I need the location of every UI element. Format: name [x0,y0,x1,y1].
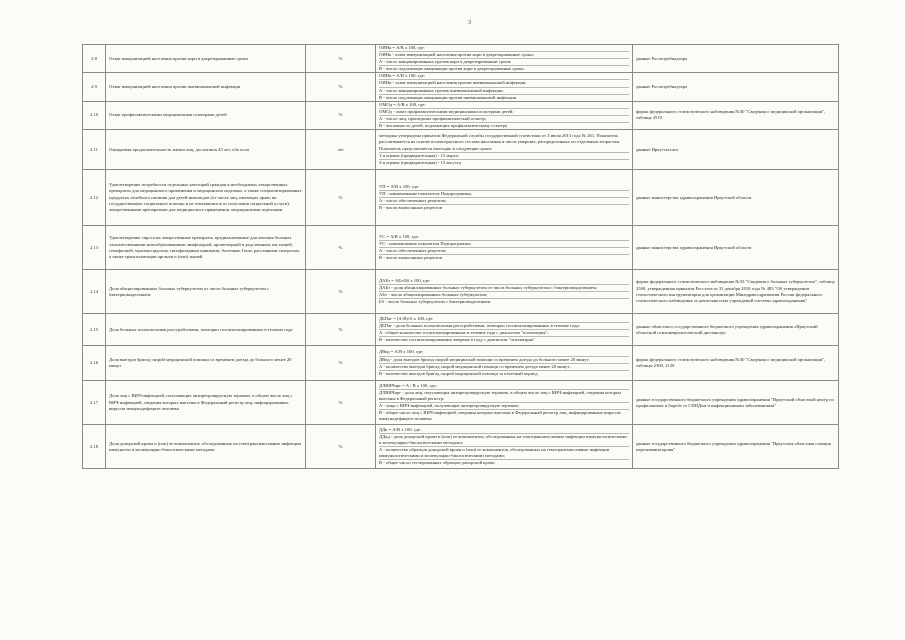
formula-line: методика утверждена приказом Федеральной службы государственной статистики от 3 июля 2013 года № 261. Показатель рассчитывается на основе половозрастного состава населения и числа умерших, распределенных по отдельным возрастам. Показатель представляется ежегодно в следующие сроки: [379,133,629,152]
data-source: данные министерства здравоохранения Иркутской области [633,170,839,226]
table-row [83,381,839,425]
formula-cell [376,314,633,346]
formula-line: ДБПаг - доля больных психическими расстройствами, повторно госпитализированных в течение года; [379,323,629,330]
indicator-name: Удовлетворение спроса на лекарственные препараты, предназначенные для лечения больных злокачественными новообразованиями лимфоидной, кроветворной и родственных им тканей, гемофилией, муковисцидозом, гипофизарным нанизмом, болезнью Гоше, рассеянным склерозом, а также трансплантации органов и (или) тканей [106,226,306,270]
formula-line: УС = А/В х 100, где: [379,234,629,241]
unit-of-measure: % [306,346,376,381]
formula-line: В - количество госпитализированных впервые в году с диагнозом "психиатрия" [379,337,535,343]
formula-line: ОМОд - охват профилактическими медицинскими осмотрами детей; [379,109,629,116]
indicator-name: Доля выездов бригад скорой медицинской помощи со временем доезда до больного менее 20 минут [106,346,306,381]
formula-line: ДВвд = А/В х 100, где: [379,349,629,356]
indicator-name: Доля донорской крови и (или) ее компонентов, обследованных на гемотрансмиссивные инфекции иммуноген и молекулярно-биологическими методами [106,425,306,469]
formula-cell [376,346,633,381]
formula-line: ДАБт - доля абациллированных больных туберкулезом от числа больных туберкулезом с бактериовыделением; [379,285,629,292]
formula-line: В - общее число лиц с ВИЧ-инфекцией, сведения которых внесены в Федеральный регистр лиц, инфицированных вирусом иммунодефицита человека [379,410,621,422]
row-number: 2.14 [83,270,106,314]
formula-line: А - количество образцов донорской крови и (или) ее компонентов, обследованных на гемотрансмиссивные инфекции иммунологическими и молекулярно-биологическими методами; [379,447,629,460]
data-source: данные Роспотребнадзора [633,73,839,101]
row-number: 2.13 [83,226,106,270]
formula-line: УП - наименование показателя Подпрограммы; [379,191,629,198]
formula-line: УП = А/В х 100, где: [379,184,629,191]
table-row [83,270,839,314]
indicator-name: Доля лиц с ВИЧ-инфекцией, получающих антиретровирусную терапию, в общем числе лиц с ВИЧ-инфекцией, сведения которых внесены в Федеральный регистр лиц, инфицированных вирусом иммунодефицита человека [106,381,306,425]
formula-line: А - лица с ВИЧ-инфекцией, получающие антиретровирусную терапию; [379,403,629,410]
formula-cell [376,226,633,270]
row-number: 2.10 [83,101,106,129]
formula-line: В - число выписанных рецептов [379,205,442,211]
row-number: 2.15 [83,314,106,346]
table-row [83,170,839,226]
formula-line: А - общее количество госпитализированных в течение года с диагнозом "психиатрия"; [379,330,629,337]
formula-line: А - число обеспеченных рецептов; [379,198,629,205]
formula-line: ОИНп - охват иммунизацией населения против пневмококковой инфекции; [379,80,629,87]
formula-line: В - количество выездов бригад скорой медицинской помощи за отчетный период [379,370,538,376]
row-number: 2.12 [83,170,106,226]
formula-line: ОИНк = А/В х 100, где: [379,45,629,52]
formula-line: ОИНк - охват иммунизацией населения против кори в декретированные сроки; [379,52,629,59]
unit-of-measure: % [306,314,376,346]
unit-of-measure: % [306,101,376,129]
data-source: данные областного государственного бюджетного учреждения здравоохранения «Иркутский областной психоневрологический диспансер» [633,314,839,346]
formula-line: ДВвд - доля выездов бригад скорой медицинской помощи со временем доезда до больного менее 20 минут; [379,357,629,364]
formula-line: 1-я оценка (предварительная) - 15 марта; [379,153,629,160]
formula-cell [376,425,633,469]
formula-line: А - число лиц, прошедших профилактический осмотр; [379,116,629,123]
formula-line: Бб - число больных туберкулезом с бактериовыделением [379,299,491,305]
formula-line: ДЛВИЧарт - доля лиц, получающих антиретровирусную терапию, в общем числе лиц с ВИЧ-инфекцией, сведения которых внесены в Федеральный регистр; [379,390,629,403]
formula-cell [376,101,633,129]
formula-line: ДАБт = АБт/Бб х 100, где: [379,278,629,285]
unit-of-measure: % [306,45,376,73]
indicators-table [82,44,839,469]
data-source: данные Роспотребнадзора [633,45,839,73]
row-number: 2.9 [83,73,106,101]
table-row [83,101,839,129]
indicator-name: Доля больных психическими расстройствами, повторно госпитализированных в течение года [106,314,306,346]
row-number: 2.8 [83,45,106,73]
formula-line: ДДк = А/В х 100, где: [379,427,629,434]
formula-cell [376,73,633,101]
row-number: 2.16 [83,346,106,381]
table-row [83,226,839,270]
formula-line: А - число обеспеченных рецептов; [379,248,629,255]
formula-line: ДБПаг = (А-В)/А х 100, где: [379,316,629,323]
table-row [83,45,839,73]
formula-line: ДЛВИЧарт = А / В х 100, где: [379,383,629,390]
row-number: 2.11 [83,130,106,170]
table-row [83,130,839,170]
table-row [83,425,839,469]
table-row [83,314,839,346]
formula-cell [376,270,633,314]
data-source: данные министерства здравоохранения Иркутской области [633,226,839,270]
indicator-name: Ожидаемая продолжительность жизни лиц, достигших 45 лет, оба пола [106,130,306,170]
unit-of-measure: % [306,73,376,101]
unit-of-measure: % [306,270,376,314]
formula-line: В - число подлежащих вакцинации против кори в декретированные сроки [379,66,524,72]
formula-line: 2-я оценка (предварительная) - 15 августа [379,159,461,165]
row-number: 2.18 [83,425,106,469]
data-source: данные Иркутскстата [633,130,839,170]
table-row [83,73,839,101]
page-number: 3 [468,20,471,26]
formula-line: УС - наименование показателя Подпрограммы; [379,241,629,248]
row-number: 2.17 [83,381,106,425]
formula-cell [376,130,633,170]
indicator-name: Доля абациллированных больных туберкулезом от числа больных туберкулезом с бактериовыделением [106,270,306,314]
formula-line: А - число вакцинированных против пневмококковой инфекции; [379,88,629,95]
formula-cell [376,381,633,425]
table-row [83,346,839,381]
unit-of-measure: лет [306,130,376,170]
formula-line: В - число выписанных рецептов [379,255,442,261]
formula-line: ОИНп = А/В х 100, где: [379,73,629,80]
formula-cell [376,170,633,226]
data-source: данные государственного бюджетного учреждения здравоохранения "Иркутский областной центр по профилактике и борьбе со СПИДом и инфекционными заболеваниями" [633,381,839,425]
unit-of-measure: % [306,381,376,425]
indicator-name: Удовлетворение потребности отдельных категорий граждан в необходимых лекарственных препаратах для медицинского применения и медицинских изделиях, а также специализированных продуктах лечебного питания для детей-инвалидов (от числа лиц, имеющих право на государственную социальную помощь и не отказавшихся от получения социальной услуги), лекарственными препаратами для медицинского применения, медицинскими изделиями [106,170,306,226]
formula-line: ДДкд - доля донорской крови и (или) ее компонентов, обследованных на гемотрансмиссивные инфекции иммунологическими и молекулярно-биологическими методами; [379,434,629,447]
formula-cell [376,45,633,73]
data-source: данные государственного бюджетного учреждения здравоохранения "Иркутская областная станция переливания крови" [633,425,839,469]
indicator-name: Охват иммунизацией населения против пневмококковой инфекции [106,73,306,101]
formula-line: ОМОд = А/В х 100, где: [379,102,629,109]
formula-line: В - число подлежащих вакцинации против пневмококковой инфекции [379,94,517,100]
data-source: форма федерального статистического наблюдения №33 "Сведения о больных туберкулезом", таблица 2500, утвержденная приказом Росстата от 31 декабря 2010 года № 483 "Об утверждении статистического инструментария для организации Минздравсоцразвития России федерального статистического наблюдения за деятельностью учреждений системы здравоохранения" [633,270,839,314]
formula-line: АБт - число абациллированных больных туберкулезом; [379,292,629,299]
formula-line: В - общее число тестированных образцов донорской крови [379,460,495,466]
indicator-name: Охват профилактическими медицинскими осмотрами детей [106,101,306,129]
formula-line: А - количество выездов бригад скорой медицинской помощи со временем доезда менее 20 минут; [379,364,629,371]
formula-line: А - число вакцинированных против кори в декретированные сроки; [379,59,629,66]
unit-of-measure: % [306,425,376,469]
unit-of-measure: % [306,226,376,270]
data-source: форма федерального статистического наблюдения №30 "Сведения о медицинской организации", таблицы 2300, 2120 [633,346,839,381]
indicator-name: Охват иммунизацией населения против кори в декретированные сроки [106,45,306,73]
unit-of-measure: % [306,170,376,226]
formula-line: В - численность детей, подлежащих профилактическому осмотру [379,123,508,129]
data-source: форма федерального статистического наблюдения №30 "Сведения о медицинской организации", таблица 2510 [633,101,839,129]
